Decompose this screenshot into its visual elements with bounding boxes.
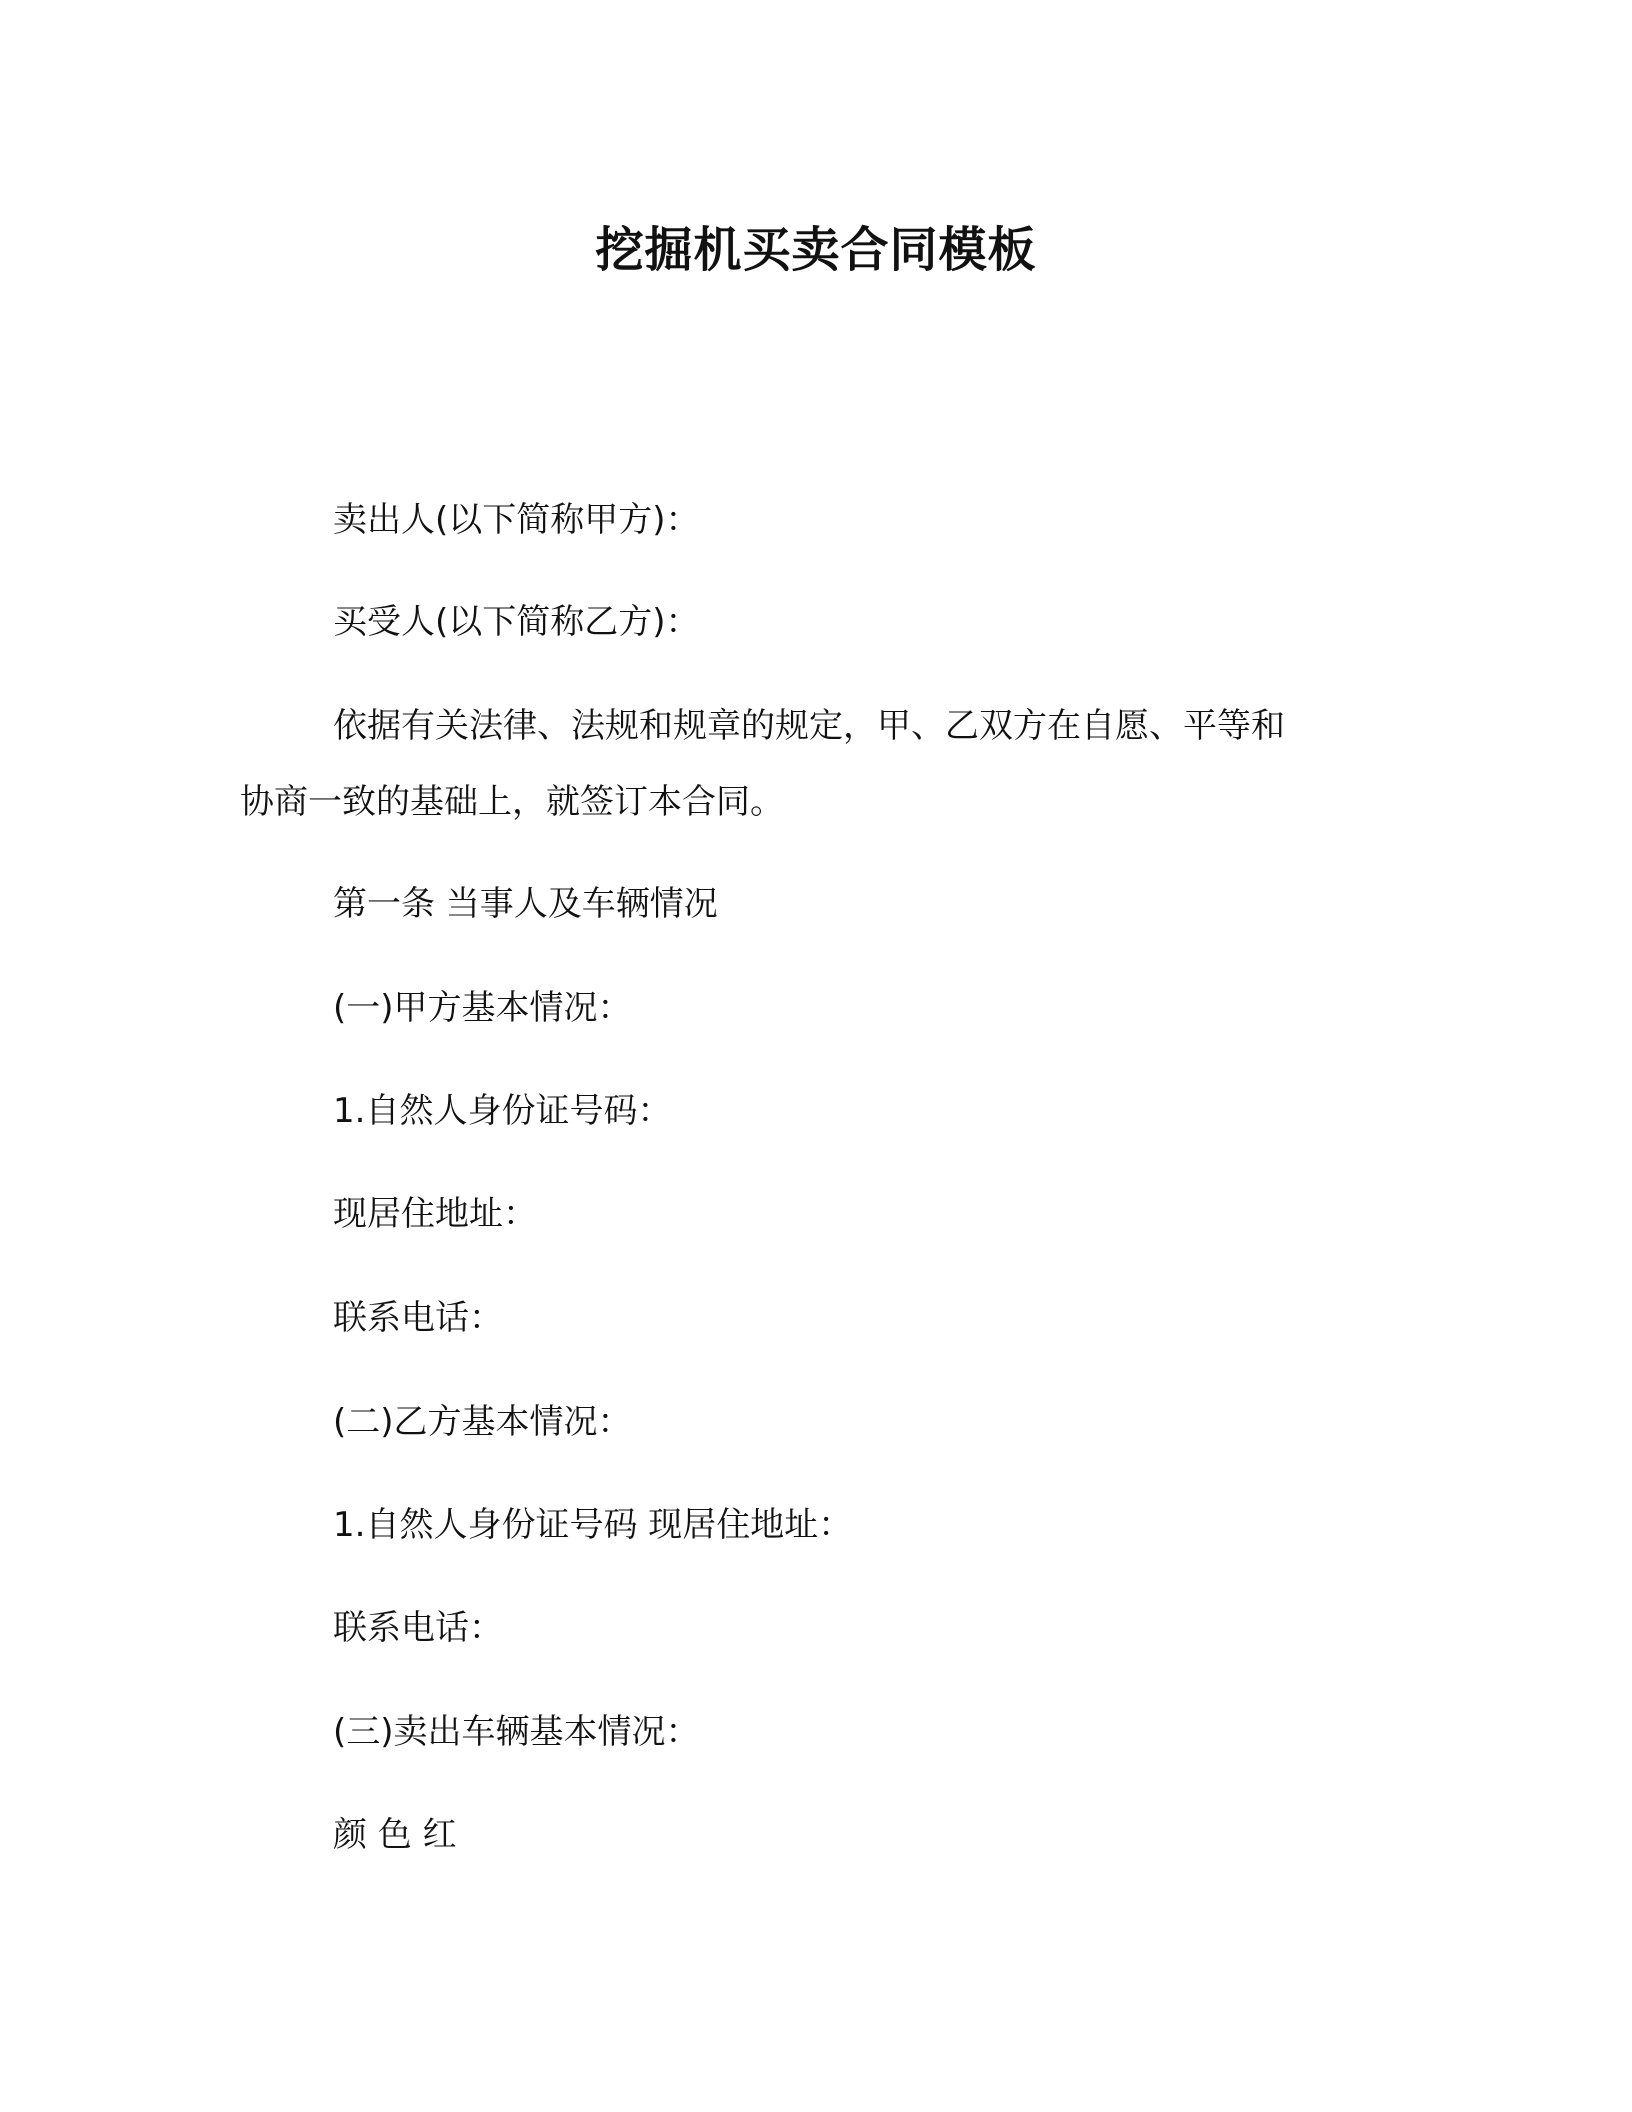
party-a-heading: (一)甲方基本情况： xyxy=(333,988,632,1028)
vehicle-heading: (三)卖出车辆基本情况： xyxy=(333,1712,700,1752)
buyer-line: 买受人(以下简称乙方)： xyxy=(333,602,700,642)
party-a-address-line: 现居住地址： xyxy=(333,1194,537,1234)
party-a-phone-line: 联系电话： xyxy=(333,1298,503,1338)
party-a-id-line: 1.自然人身份证号码： xyxy=(333,1091,672,1131)
seller-line: 卖出人(以下简称甲方)： xyxy=(333,500,700,540)
preamble-line-1: 依据有关法律、法规和规章的规定，甲、乙双方在自愿、平等和 xyxy=(333,706,1285,746)
article-one-heading: 第一条 当事人及车辆情况 xyxy=(333,884,718,924)
party-b-heading: (二)乙方基本情况： xyxy=(333,1402,632,1442)
party-b-phone-line: 联系电话： xyxy=(333,1608,503,1648)
preamble-line-2: 协商一致的基础上，就签订本合同。 xyxy=(240,782,784,822)
vehicle-color-line: 颜 色 红 xyxy=(333,1815,457,1855)
document-title: 挖掘机买卖合同模板 xyxy=(595,222,1037,278)
party-b-id-address-line: 1.自然人身份证号码 现居住地址： xyxy=(333,1505,853,1545)
